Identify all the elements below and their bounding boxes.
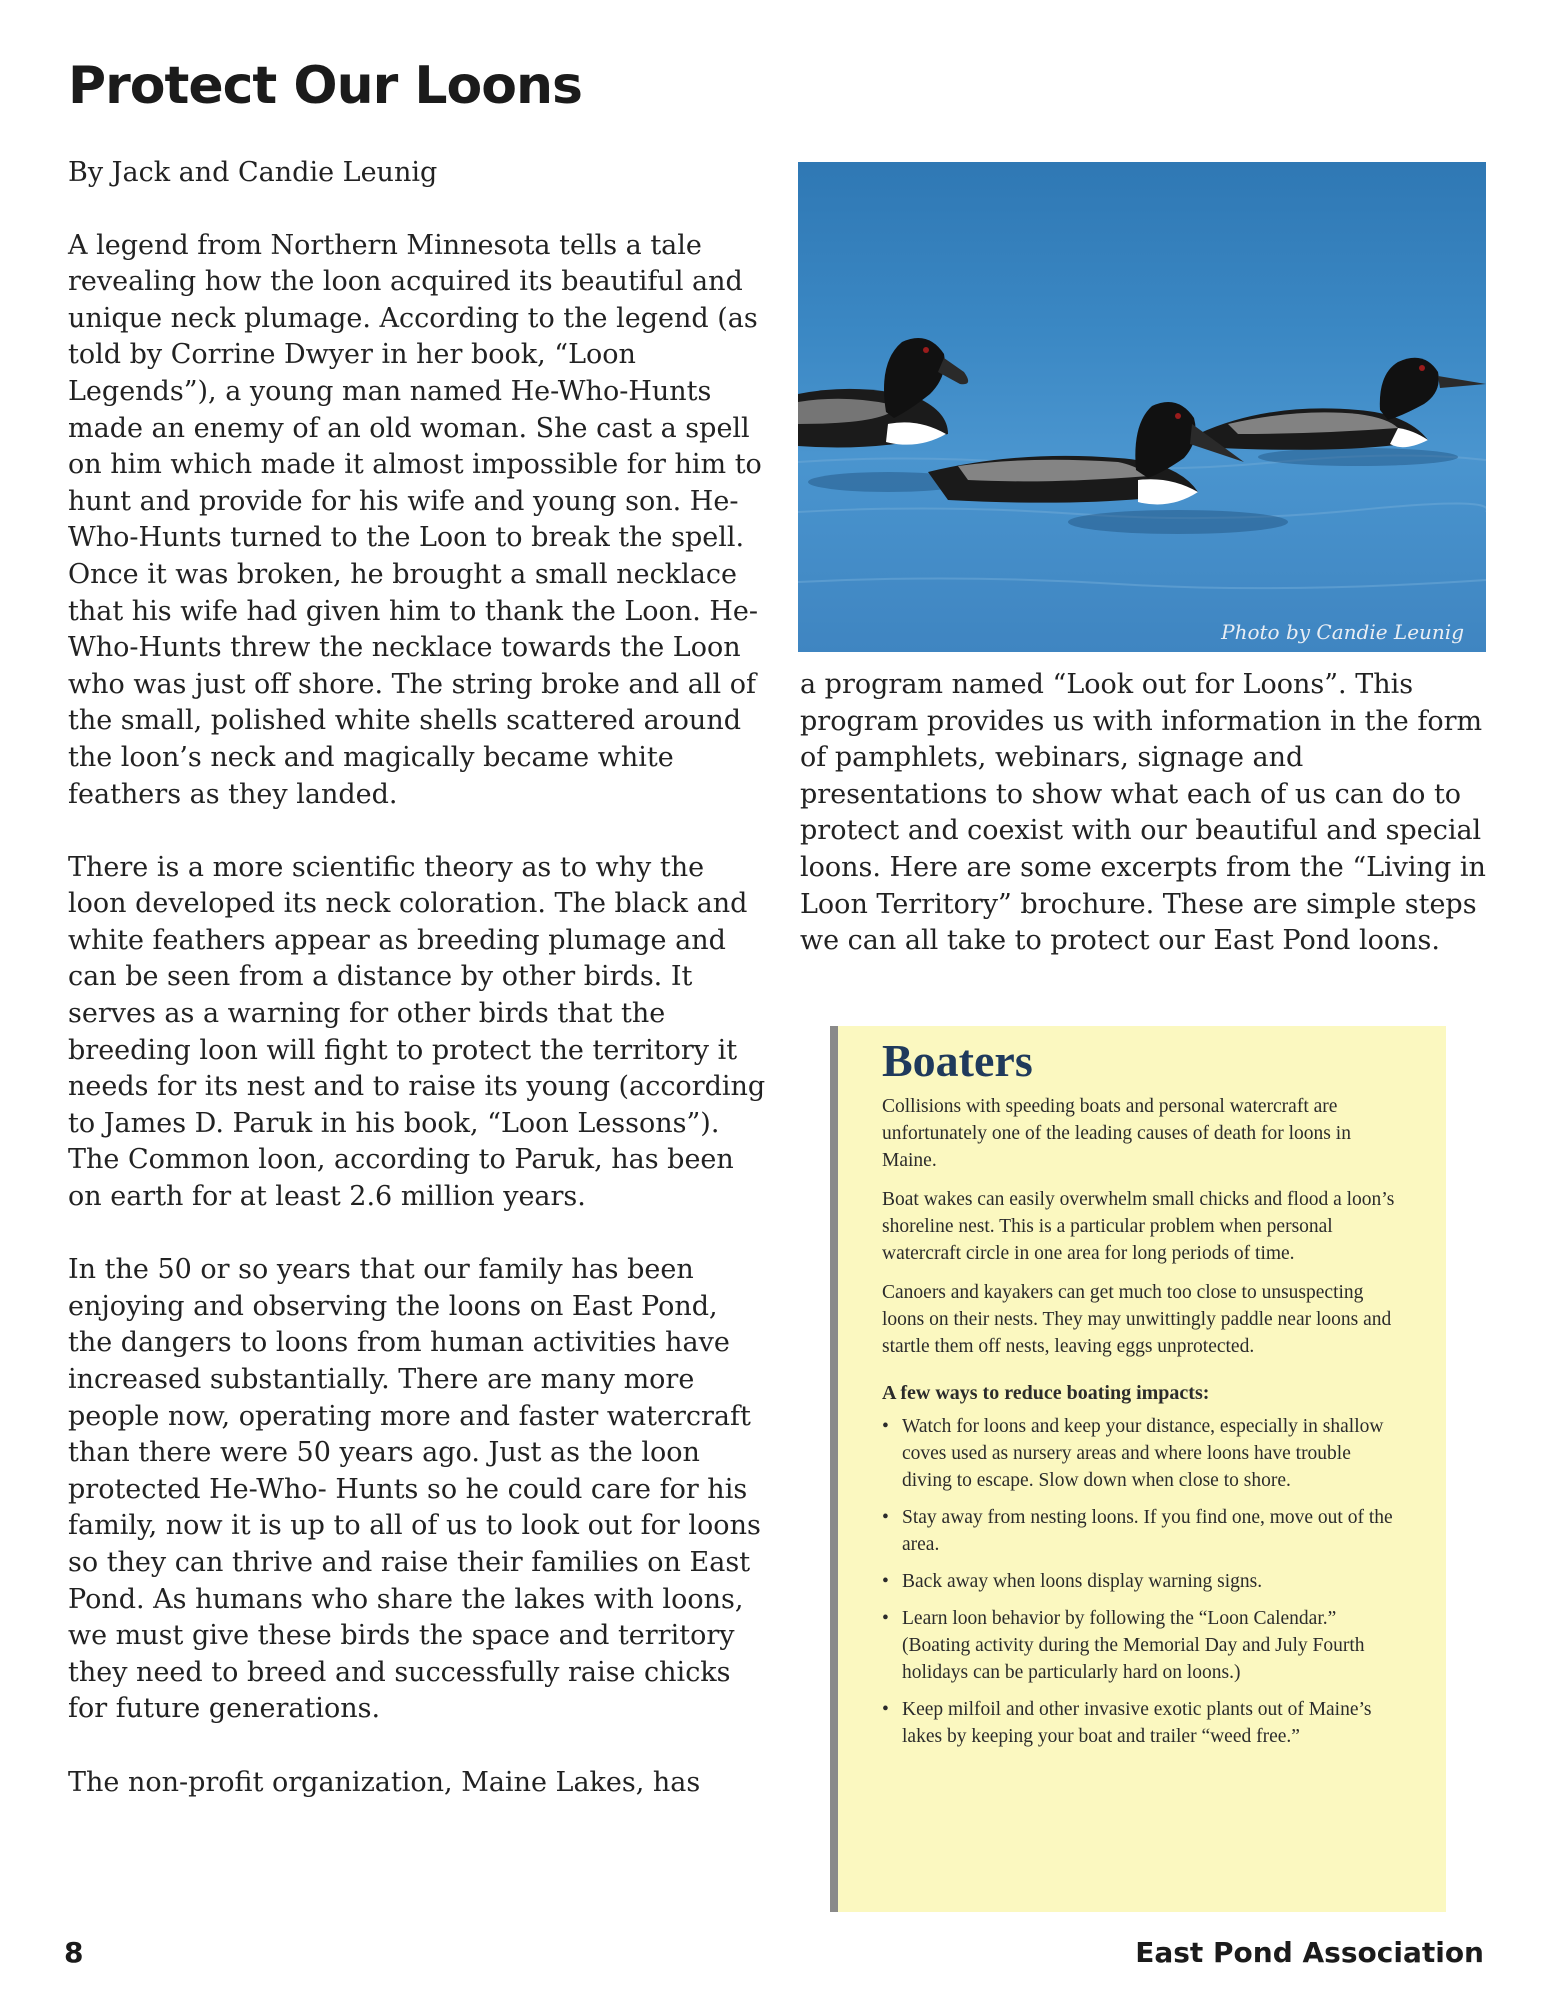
boaters-paragraph: Boat wakes can easily overwhelm small chicks and flood a loon’s shoreline nest. This is a particular problem when personal watercraft circle in one area for long periods of time. <box>882 1189 1395 1264</box>
article-byline: By Jack and Candie Leunig <box>68 157 438 188</box>
loon-left <box>798 338 968 448</box>
loon-front-center <box>928 402 1244 504</box>
boaters-tip: • Keep milfoil and other invasive exotic plants out of Maine’s lakes by keeping your boat and trailer “weed free.” <box>882 1696 1402 1750</box>
page-number: 8 <box>64 1936 84 1969</box>
loon-back-right <box>1198 358 1486 450</box>
photo-credit: Photo by Candie Leunig <box>1221 620 1464 644</box>
boaters-tip: • Back away when loons display warning signs. <box>882 1568 1402 1595</box>
loons-photo <box>798 162 1486 652</box>
article-title: Protect Our Loons <box>68 56 582 116</box>
boaters-heading: Boaters <box>882 1035 1033 1086</box>
boaters-sidebar <box>830 1026 1446 1912</box>
article-paragraph: In the 50 or so years that our family has been enjoying and observing the loons on East Pond, the dangers to loons from human activities have increased substantially. There are many more people now, operating more and faster watercraft than there were 50 years ago. Just as the loon protected He-Who- Hunts so he could care for his family, now it is up to all of us to look out for loons so they can thrive and raise their families on East Pond. As humans who share the lakes with loons, we must give these birds the space and territory they need to breed and successfully raise chicks for future generations. <box>68 1254 761 1725</box>
boaters-tip: • Stay away from nesting loons. If you find one, move out of the area. <box>882 1504 1402 1558</box>
article-left-column <box>68 155 768 1838</box>
boaters-tip: • Learn loon behavior by following the “Loon Calendar.” (Boating activity during the Memorial Day and July Fourth holidays can be particularly hard on loons.) <box>882 1605 1402 1686</box>
article-continuation: a program named “Look out for Loons”. This program provides us with information in the form of pamphlets, webinars, signage and presentations to show what each of us can do to protect and coexist with our beautiful and special loons. Here are some excerpts from the “Living in Loon Territory” brochure. These are simple steps we can all take to protect our East Pond loons. <box>800 669 1486 957</box>
boaters-subheading: A few ways to reduce boating impacts: <box>882 1382 1210 1404</box>
boaters-paragraph: Collisions with speeding boats and personal watercraft are unfortunately one of the leading causes of death for loons in Maine. <box>882 1096 1351 1171</box>
loons-illustration <box>798 162 1486 652</box>
boaters-tips-list <box>882 1413 1402 1750</box>
boaters-paragraph: Canoers and kayakers can get much too close to unsuspecting loons on their nests. They may unwittingly paddle near loons and startle them off nests, leaving eggs unprotected. <box>882 1282 1392 1357</box>
boaters-tip: • Watch for loons and keep your distance, especially in shallow coves used as nursery areas and where loons have trouble diving to escape. Slow down when close to shore. <box>882 1413 1402 1494</box>
article-paragraph: A legend from Northern Minnesota tells a tale revealing how the loon acquired its beautiful and unique neck plumage. According to the legend (as told by Corrine Dwyer in her book, “Loon Legends”), a young man named He-Who-Hunts made an enemy of an old woman. She cast a spell on him which made it almost impossible for him to hunt and provide for his wife and young son. He-Who-Hunts turned to the Loon to break the spell. Once it was broken, he brought a small necklace that his wife had given him to thank the Loon. He-Who-Hunts threw the necklace towards the Loon who was just off shore. The string broke and all of the small, polished white shells scattered around the loon’s neck and magically became white feathers as they landed. <box>68 229 762 810</box>
article-paragraph: The non-profit organization, Maine Lakes, has <box>68 1766 701 1798</box>
publication-name: East Pond Association <box>1135 1936 1484 1969</box>
article-paragraph: There is a more scientific theory as to why the loon developed its neck coloration. The black and white feathers appear as breeding plumage and can be seen from a distance by other birds. It serves as a warning for other birds that the breeding loon will fight to protect the territory it needs for its nest and to raise its young (according to James D. Paruk in his book, “Loon Lessons”). The Common loon, according to Paruk, has been on earth for at least 2.6 million years. <box>68 851 766 1213</box>
article-right-column <box>800 667 1490 960</box>
